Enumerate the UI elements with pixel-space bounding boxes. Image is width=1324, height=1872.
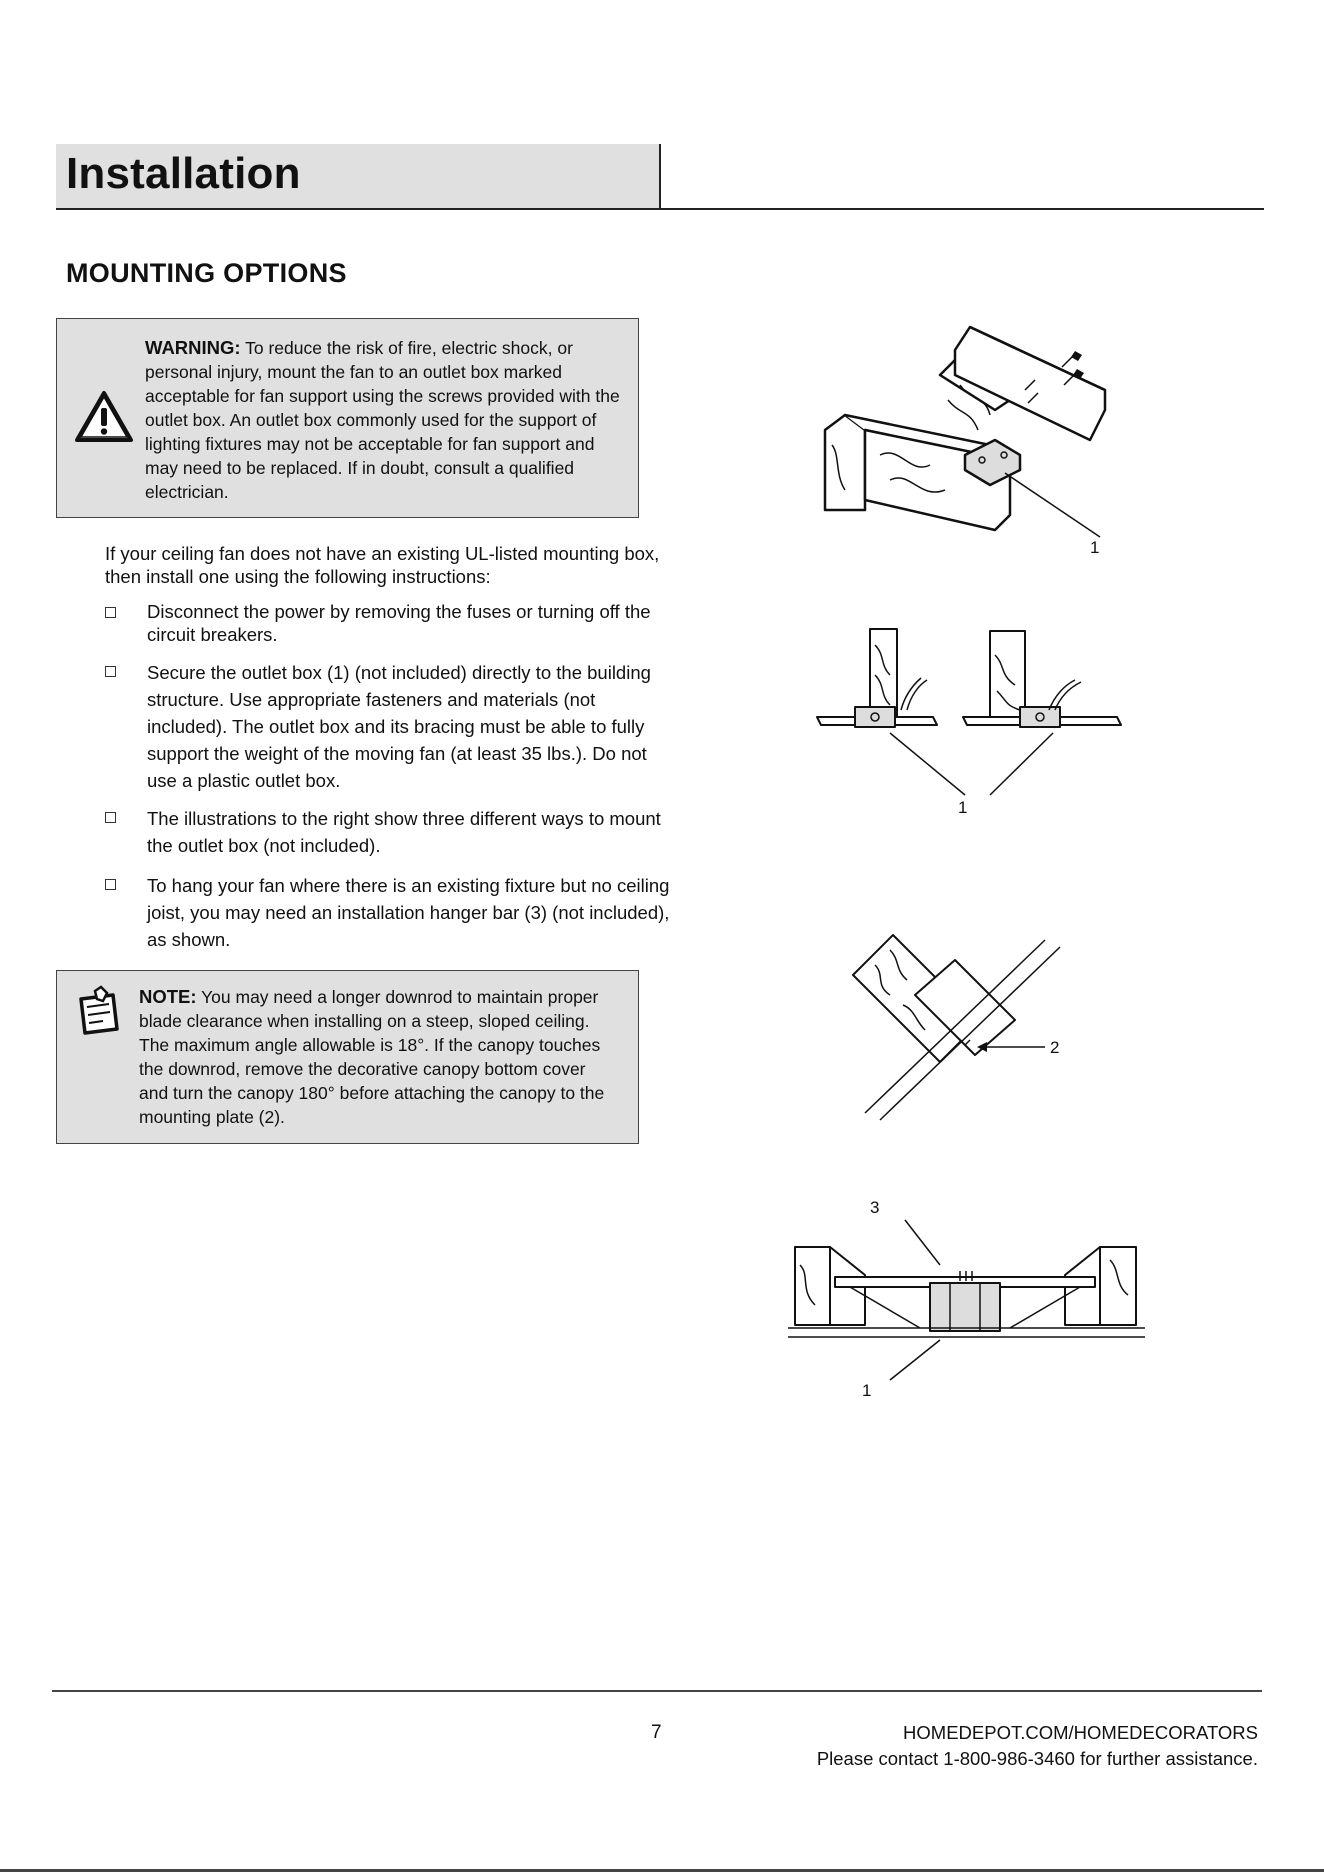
side-mount-illustration [815,615,1125,825]
warning-text [145,336,627,504]
sloped-ceiling-illustration [845,925,1085,1125]
figure-3-callout-label: 2 [1050,1038,1060,1057]
figure-4-hanger-bar-label: 3 [870,1198,880,1217]
header-divider [659,144,661,210]
bullet-box-icon [105,666,116,677]
note-label: NOTE: [139,986,197,1007]
bullet-box-icon [105,607,116,618]
page-number: 7 [651,1722,662,1743]
list-item [103,659,673,794]
warning-label: WARNING: [145,337,241,358]
list-item [103,805,673,859]
warning-triangle-icon [73,389,135,445]
step-text: Secure the outlet box (1) (not included) directly to the building structure. Use appropriate fasteners and materials (not included). The outlet box and its bracing must be able to fully support the weight of the moving fan (at least 35 lbs.). Do not use a plastic outlet box. [147,662,651,791]
step-text: The illustrations to the right show three different ways to mount the outlet box (not included). [147,808,661,856]
warning-box [56,318,639,518]
page-title: Installation [66,149,301,198]
footer-contact: Please contact 1-800-986-3460 for further assistance. [816,1748,1258,1769]
bullet-box-icon [105,812,116,823]
figure-4-outlet-box-label: 1 [862,1381,872,1400]
header-rule [56,208,1264,210]
figure-2-callout-label: 1 [958,798,968,817]
bullet-box-icon [105,879,116,890]
note-pad-icon [73,985,125,1039]
list-item [103,872,673,953]
steps-list [103,600,673,953]
warning-body: To reduce the risk of fire, electric shock, or personal injury, mount the fan to an outlet box marked acceptable for fan support using the screws provided with the outlet box. An outlet box commonly used for the support of lighting fixtures may not be acceptable for fan support and may need to be replaced. If in doubt, consult a qualified electrician. [145,338,620,502]
figure-1-callout-label: 1 [1090,538,1100,557]
joist-mount-illustration [820,305,1120,560]
footer-rule [52,1690,1262,1692]
section-title: MOUNTING OPTIONS [66,258,347,288]
note-body: You may need a longer downrod to maintain proper blade clearance when installing on a steep, sloped ceiling. The maximum angle allowable is 18°. If the canopy touches the downrod, remove the decorative canopy bottom cover and turn the canopy 180° before attaching the canopy to the mounting plate (2). [139,987,605,1127]
hanger-bar-illustration [780,1195,1150,1410]
intro-text: If your ceiling fan does not have an existing UL-listed mounting box, then install one using the following instructions: [105,543,660,587]
step-text: To hang your fan where there is an existing fixture but no ceiling joist, you may need an installation hanger bar (3) (not included), as shown. [147,875,670,950]
footer-url[interactable]: HOMEDEPOT.COM/HOMEDECORATORS [903,1722,1258,1743]
list-item [103,600,673,646]
step-text: Disconnect the power by removing the fuses or turning off the circuit breakers. [147,601,651,645]
note-text [139,985,619,1129]
note-box [56,970,639,1144]
